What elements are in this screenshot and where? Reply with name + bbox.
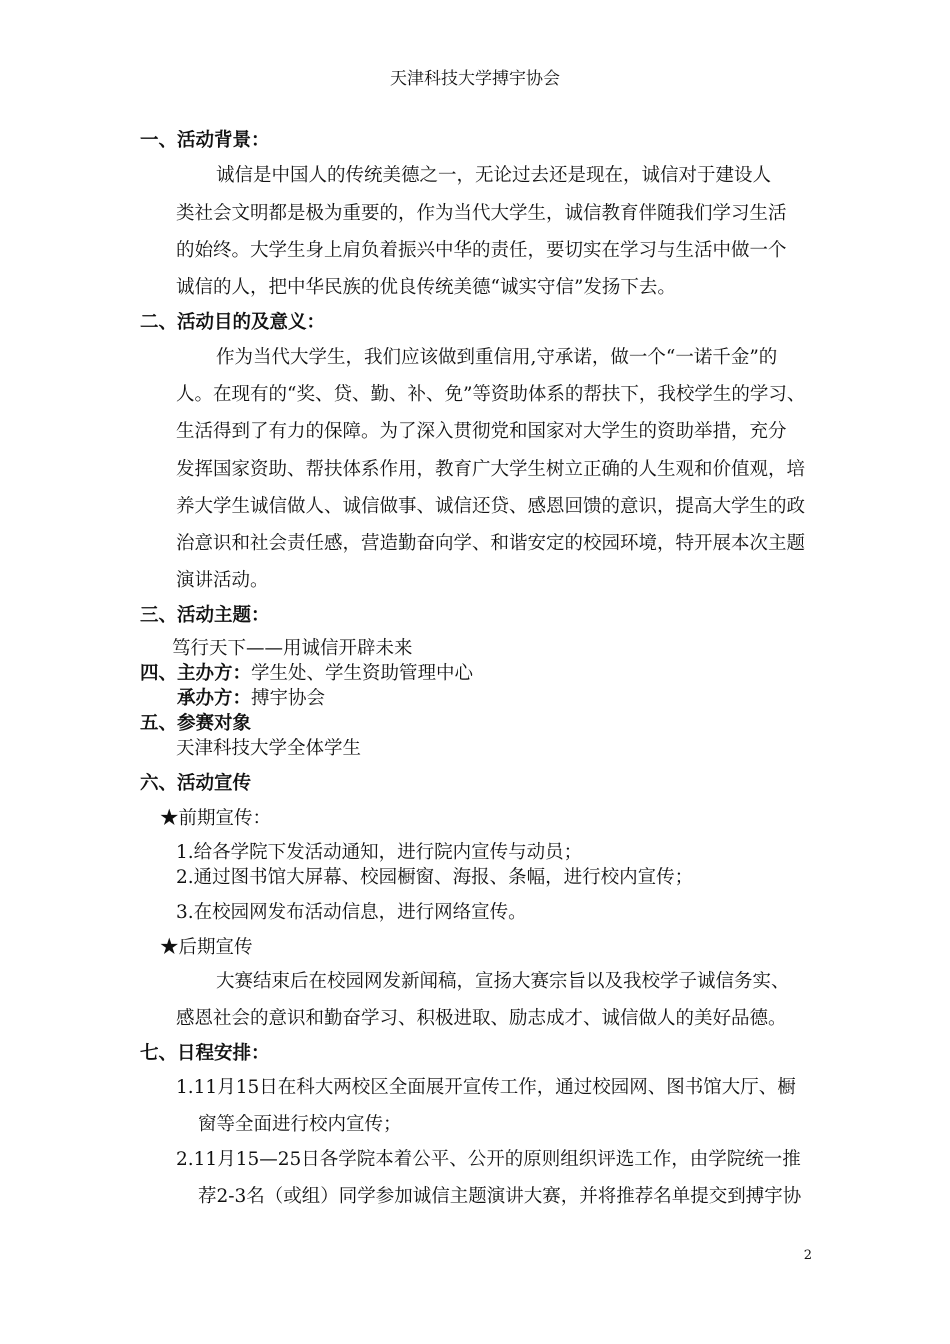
co-organizer-value: 搏宇协会 [251, 688, 326, 709]
section-heading-purpose: 二、活动目的及意义： [140, 312, 326, 333]
page-number: 2 [803, 1248, 812, 1263]
paragraph-line: 演讲活动。 [176, 570, 269, 591]
paragraph-line: 人。在现有的“奖、贷、勤、补、免”等资助体系的帮扶下，我校学生的学习、 [176, 384, 806, 405]
paragraph-line: 诚信是中国人的传统美德之一，无论过去还是现在，诚信对于建设人 [216, 165, 772, 186]
paragraph-line: 感恩社会的意识和勤奋学习、积极进取、励志成才、诚信做人的美好品德。 [176, 1008, 787, 1029]
schedule-line: 2.11月15—25日各学院本着公平、公开的原则组织评选工作，由学院统一推 [176, 1149, 801, 1170]
schedule-line: 1.11月15日在科大两校区全面展开宣传工作，通过校园网、图书馆大厅、橱 [176, 1077, 796, 1098]
paragraph-line: 生活得到了有力的保障。为了深入贯彻党和国家对大学生的资助举措，充分 [176, 421, 787, 442]
paragraph-line: 养大学生诚信做人、诚信做事、诚信还贷、感恩回馈的意识，提高大学生的政 [176, 496, 806, 517]
section-heading-background: 一、活动背景： [140, 130, 270, 151]
organizer-value: 学生处、学生资助管理中心 [251, 663, 474, 684]
theme-text: 笃行天下——用诚信开辟未来 [172, 638, 413, 659]
co-organizer-label: 承办方： [177, 688, 252, 709]
section-heading-participants: 五、参赛对象 [140, 713, 252, 734]
post-publicity-label: ★后期宣传 [160, 937, 253, 958]
paragraph-line: 的始终。大学生身上肩负着振兴中华的责任，要切实在学习与生活中做一个 [176, 240, 787, 261]
section-heading-theme: 三、活动主题： [140, 605, 270, 626]
schedule-line: 荐2-3名（或组）同学参加诚信主题演讲大赛，并将推荐名单提交到搏宇协 [198, 1186, 802, 1207]
section-heading-schedule: 七、日程安排： [140, 1043, 270, 1064]
schedule-line: 窗等全面进行校内宣传； [198, 1114, 402, 1135]
organizer-row [140, 659, 473, 685]
list-item: 1.给各学院下发活动通知，进行院内宣传与动员； [176, 842, 583, 863]
co-organizer-row [177, 684, 325, 710]
paragraph-line: 发挥国家资助、帮扶体系作用，教育广大学生树立正确的人生观和价值观，培 [176, 459, 806, 480]
paragraph-line: 类社会文明都是极为重要的，作为当代大学生，诚信教育伴随我们学习生活 [176, 203, 787, 224]
section-heading-organizer: 四、主办方： [140, 663, 252, 684]
pre-publicity-label: ★前期宣传： [160, 808, 272, 829]
list-item: 3.在校园网发布活动信息，进行网络宣传。 [176, 902, 527, 923]
paragraph-line: 诚信的人，把中华民族的优良传统美德“诚实守信”发扬下去。 [176, 277, 676, 298]
list-item: 2.通过图书馆大屏幕、校园橱窗、海报、条幅，进行校内宣传； [176, 867, 694, 888]
paragraph-line: 大赛结束后在校园网发新闻稿，宣扬大赛宗旨以及我校学子诚信务实、 [216, 971, 790, 992]
page-header: 天津科技大学搏宇协会 [390, 69, 560, 89]
section-heading-publicity: 六、活动宣传 [140, 773, 252, 794]
participants-text: 天津科技大学全体学生 [176, 738, 362, 759]
paragraph-line: 作为当代大学生，我们应该做到重信用,守承诺，做一个“一诺千金”的 [216, 347, 778, 368]
paragraph-line: 治意识和社会责任感，营造勤奋向学、和谐安定的校园环境，特开展本次主题 [176, 533, 806, 554]
